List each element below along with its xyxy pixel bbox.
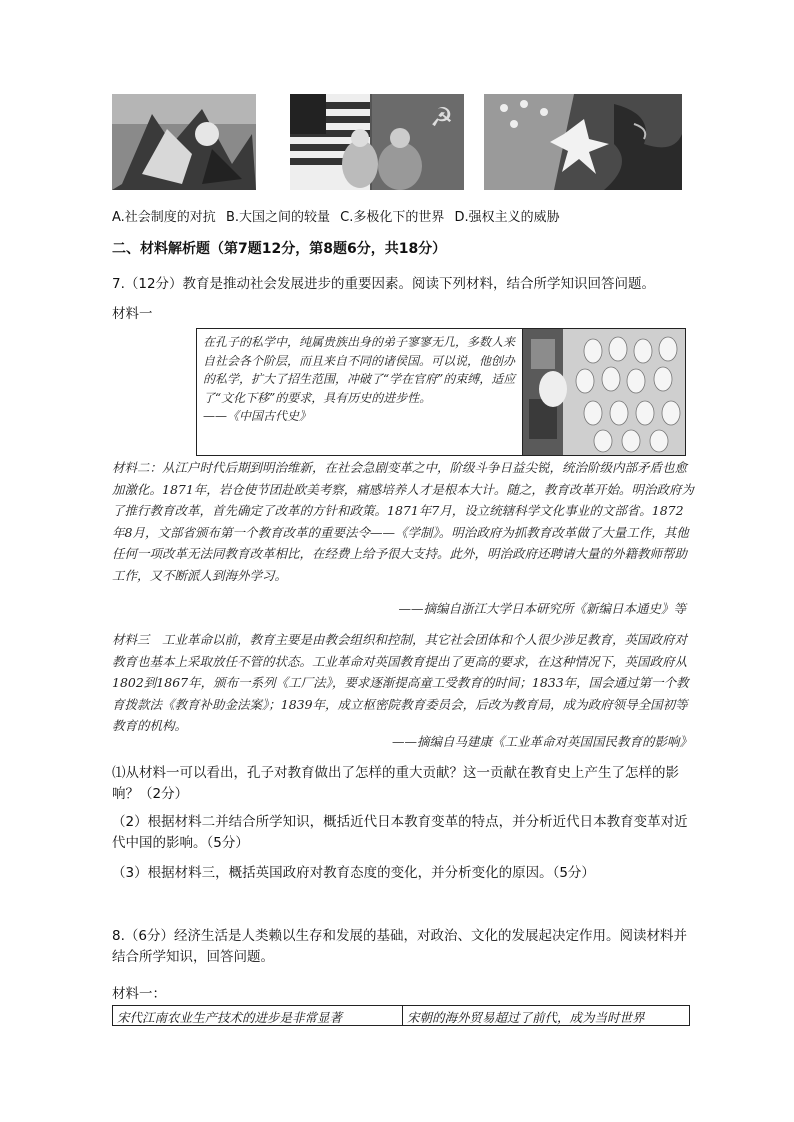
question-8-material-table xyxy=(112,1005,690,1026)
option-d: D.强权主义的威胁 xyxy=(454,210,560,225)
confucius-painting-image xyxy=(523,329,685,455)
option-b: B.大国之间的较量 xyxy=(225,210,331,225)
cold-war-cartoon-image xyxy=(112,94,256,190)
question-8-intro: 8.（6分）经济生活是人类赖以生存和发展的基础，对政治、文化的发展起决定作用。阅读材料并结合所学知识，回答问题。 xyxy=(112,928,687,965)
choice-options xyxy=(112,206,566,225)
svg-text:☭: ☭ xyxy=(430,103,454,133)
question-8-material-1-label: 材料一： xyxy=(112,986,166,1002)
question-7-intro: 7.（12分）教育是推动社会发展进步的重要因素。阅读下列材料，结合所学知识回答问题。 xyxy=(112,276,656,292)
question-7-3: （3）根据材料三，概括英国政府对教育态度的变化，并分析变化的原因。（5分） xyxy=(112,865,595,881)
option-a: A.社会制度的对抗 xyxy=(112,210,216,225)
material-1-box xyxy=(196,328,686,456)
material-1-text: 在孔子的私学中，纯属贵族出身的弟子寥寥无几，多数人来自社会各个阶层，而且来自不同的诸侯国。可以说，他创办的私学，扩大了招生范围，冲破了“学在官府”的束缚，适应了“文化下移”的要求，具有历史的进步性。 xyxy=(203,335,516,405)
material-1-text-cell xyxy=(197,329,523,455)
table-cell-2: 宋朝的海外贸易超过了前代，成为当时世界 xyxy=(407,1010,645,1025)
material-1-label: 材料一 xyxy=(112,306,153,322)
material-3-text: 材料三 工业革命以前，教育主要是由教会组织和控制，其它社会团体和个人很少涉足教育，英国政府对教育也基本上采取放任不管的状态。工业革命对英国教育提出了更高的要求，在这种情况下，英国政府从1802到1867年，颁布一系列《工厂法》，要求逐渐提高童工受教育的时间；1833年，国会通过第一个教育拨款法《教育补助金法案》；1839年，成立枢密院教育委员会，后改为教育局，成为政府领导全国初等教育的机构。 xyxy=(112,632,689,733)
question-7-1: ⑴从材料一可以看出，孔子对教育做出了怎样的重大贡献？这一贡献在教育史上产生了怎样的影响？（2分） xyxy=(112,765,679,802)
question-7-2: （2）根据材料二并结合所学知识，概括近代日本教育变革的特点，并分析近代日本教育变革对近代中国的影响。（5分） xyxy=(112,814,688,851)
option-c: C.多极化下的世界 xyxy=(340,210,445,225)
material-3-source: ——摘编自马建康《工业革命对英国国民教育的影响》 xyxy=(391,734,692,749)
flags-image xyxy=(290,94,464,190)
flags-dragon-image xyxy=(484,94,682,190)
material-2-text: 材料二：从江户时代后期到明治维新，在社会急剧变革之中，阶级斗争日益尖锐，统治阶级内部矛盾也愈加激化。1871年，岩仓使节团赴欧美考察，痛感培养人才是根本大计。随之，教育改革开始。明治政府为了推行教育改革，首先确定了改革的方针和政策。1871年7月，设立统辖科学文化事业的文部省。1872年8月，文部省颁布第一个教育改革的重要法令——《学制》。明治政府为抓教育改革做了大量工作，其他任何一项改革无法同教育改革相比，在经费上给予很大支持。此外，明治政府还聘请大量的外籍教师帮助工作，又不断派人到海外学习。 xyxy=(112,460,694,583)
material-2-source: ——摘编自浙江大学日本研究所《新编日本通史》等 xyxy=(398,601,686,616)
choice-images xyxy=(112,94,692,192)
table-cell-1: 宋代江南农业生产技术的进步是非常显著 xyxy=(113,1006,403,1025)
material-1-source: ——《中国古代史》 xyxy=(203,409,312,423)
section-title: 二、材料解析题（第7题12分，第8题6分，共18分） xyxy=(112,241,447,257)
